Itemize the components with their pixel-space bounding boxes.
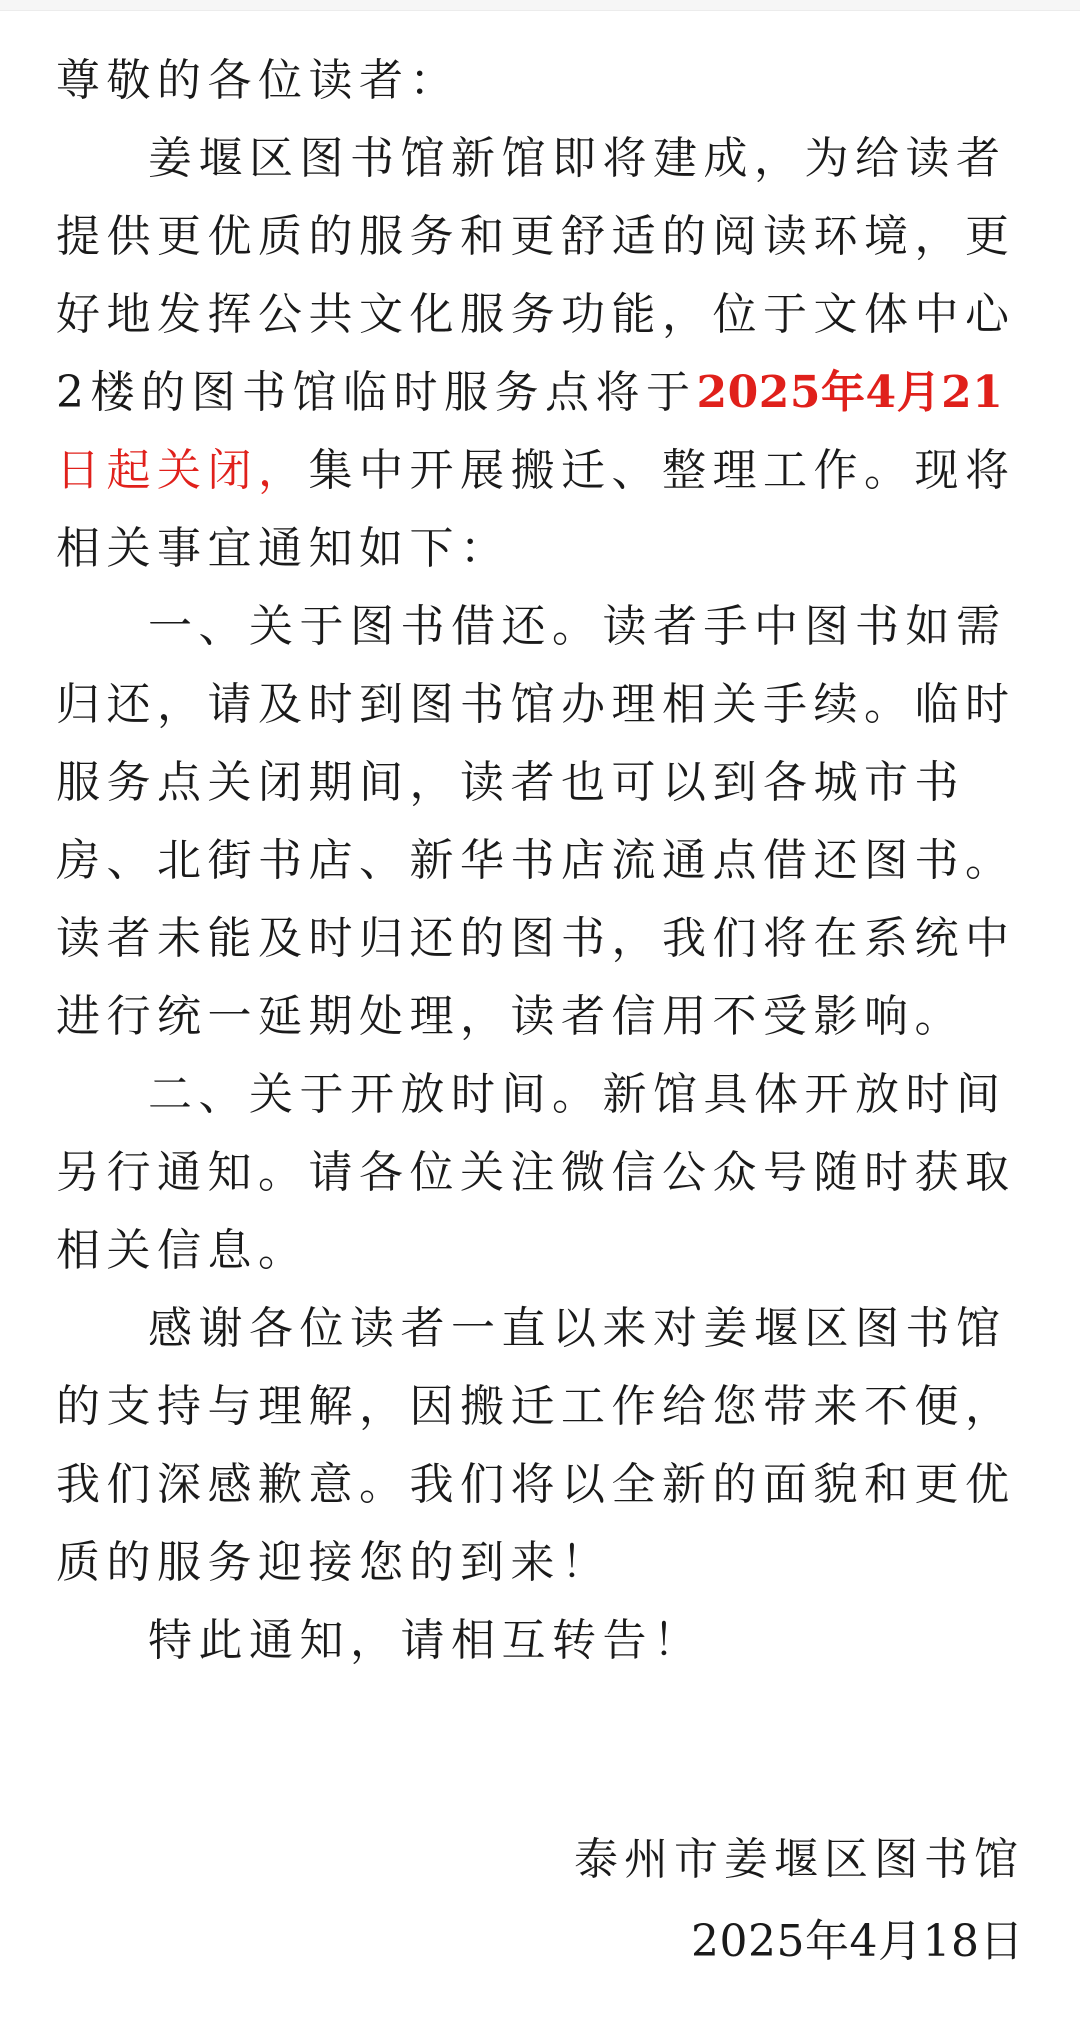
item-1-line-1: 一、关于图书借还。读者手中图书如需: [148, 601, 1007, 652]
intro-line-3: 好地发挥公共文化服务功能，位于文体中心: [56, 289, 1016, 340]
thanks-line-4: 质的服务迎接您的到来！: [56, 1537, 612, 1588]
notice-body: [56, 42, 1024, 1680]
salutation: 尊敬的各位读者：: [56, 55, 460, 106]
thanks-line-2: 的支持与理解，因搬迁工作给您带来不便，: [56, 1381, 1016, 1432]
item-1-paragraph: [56, 588, 1024, 1056]
closing-date-highlight-cont: 日起关闭，: [56, 445, 309, 496]
item-2-line-2: 另行通知。请各位关注微信公众号随时获取: [56, 1147, 1016, 1198]
closing-remark: 特此通知，请相互转告！: [148, 1615, 704, 1666]
intro-line-4: [56, 354, 1024, 432]
item-1-line-4: 房、北街书店、新华书店流通点借还图书。: [56, 835, 1016, 886]
signature-block: [574, 1821, 1024, 1981]
top-divider: [0, 0, 1080, 11]
intro-line-1: 姜堰区图书馆新馆即将建成，为给读者: [148, 133, 1007, 184]
intro-line-4-text: 2楼的图书馆临时服务点将于: [56, 367, 697, 418]
item-1-line-2: 归还，请及时到图书馆办理相关手续。临时: [56, 679, 1016, 730]
intro-line-5-text: 集中开展搬迁、整理工作。现将: [308, 445, 1016, 496]
item-2-line-3: 相关信息。: [56, 1225, 309, 1276]
intro-paragraph: [56, 120, 1024, 588]
item-1-line-5: 读者未能及时归还的图书，我们将在系统中: [56, 913, 1016, 964]
intro-line-2: 提供更优质的服务和更舒适的阅读环境，更: [56, 211, 1016, 262]
closing-date-highlight: 2025年4月21: [696, 367, 1004, 418]
signature-date: 2025年4月18日: [691, 1916, 1024, 1967]
item-1-line-3: 服务点关闭期间，读者也可以到各城市书: [56, 757, 965, 808]
item-2-paragraph: [56, 1056, 1024, 1290]
thanks-line-1: 感谢各位读者一直以来对姜堰区图书馆: [148, 1303, 1007, 1354]
thanks-paragraph: [56, 1290, 1024, 1602]
intro-line-5: [56, 432, 1024, 510]
item-1-line-6: 进行统一延期处理，读者信用不受影响。: [56, 991, 965, 1042]
intro-line-6: 相关事宜通知如下：: [56, 523, 511, 574]
thanks-line-3: 我们深感歉意。我们将以全新的面貌和更优: [56, 1459, 1016, 1510]
item-2-line-1: 二、关于开放时间。新馆具体开放时间: [148, 1069, 1007, 1120]
signature-org: 泰州市姜堰区图书馆: [574, 1834, 1024, 1885]
